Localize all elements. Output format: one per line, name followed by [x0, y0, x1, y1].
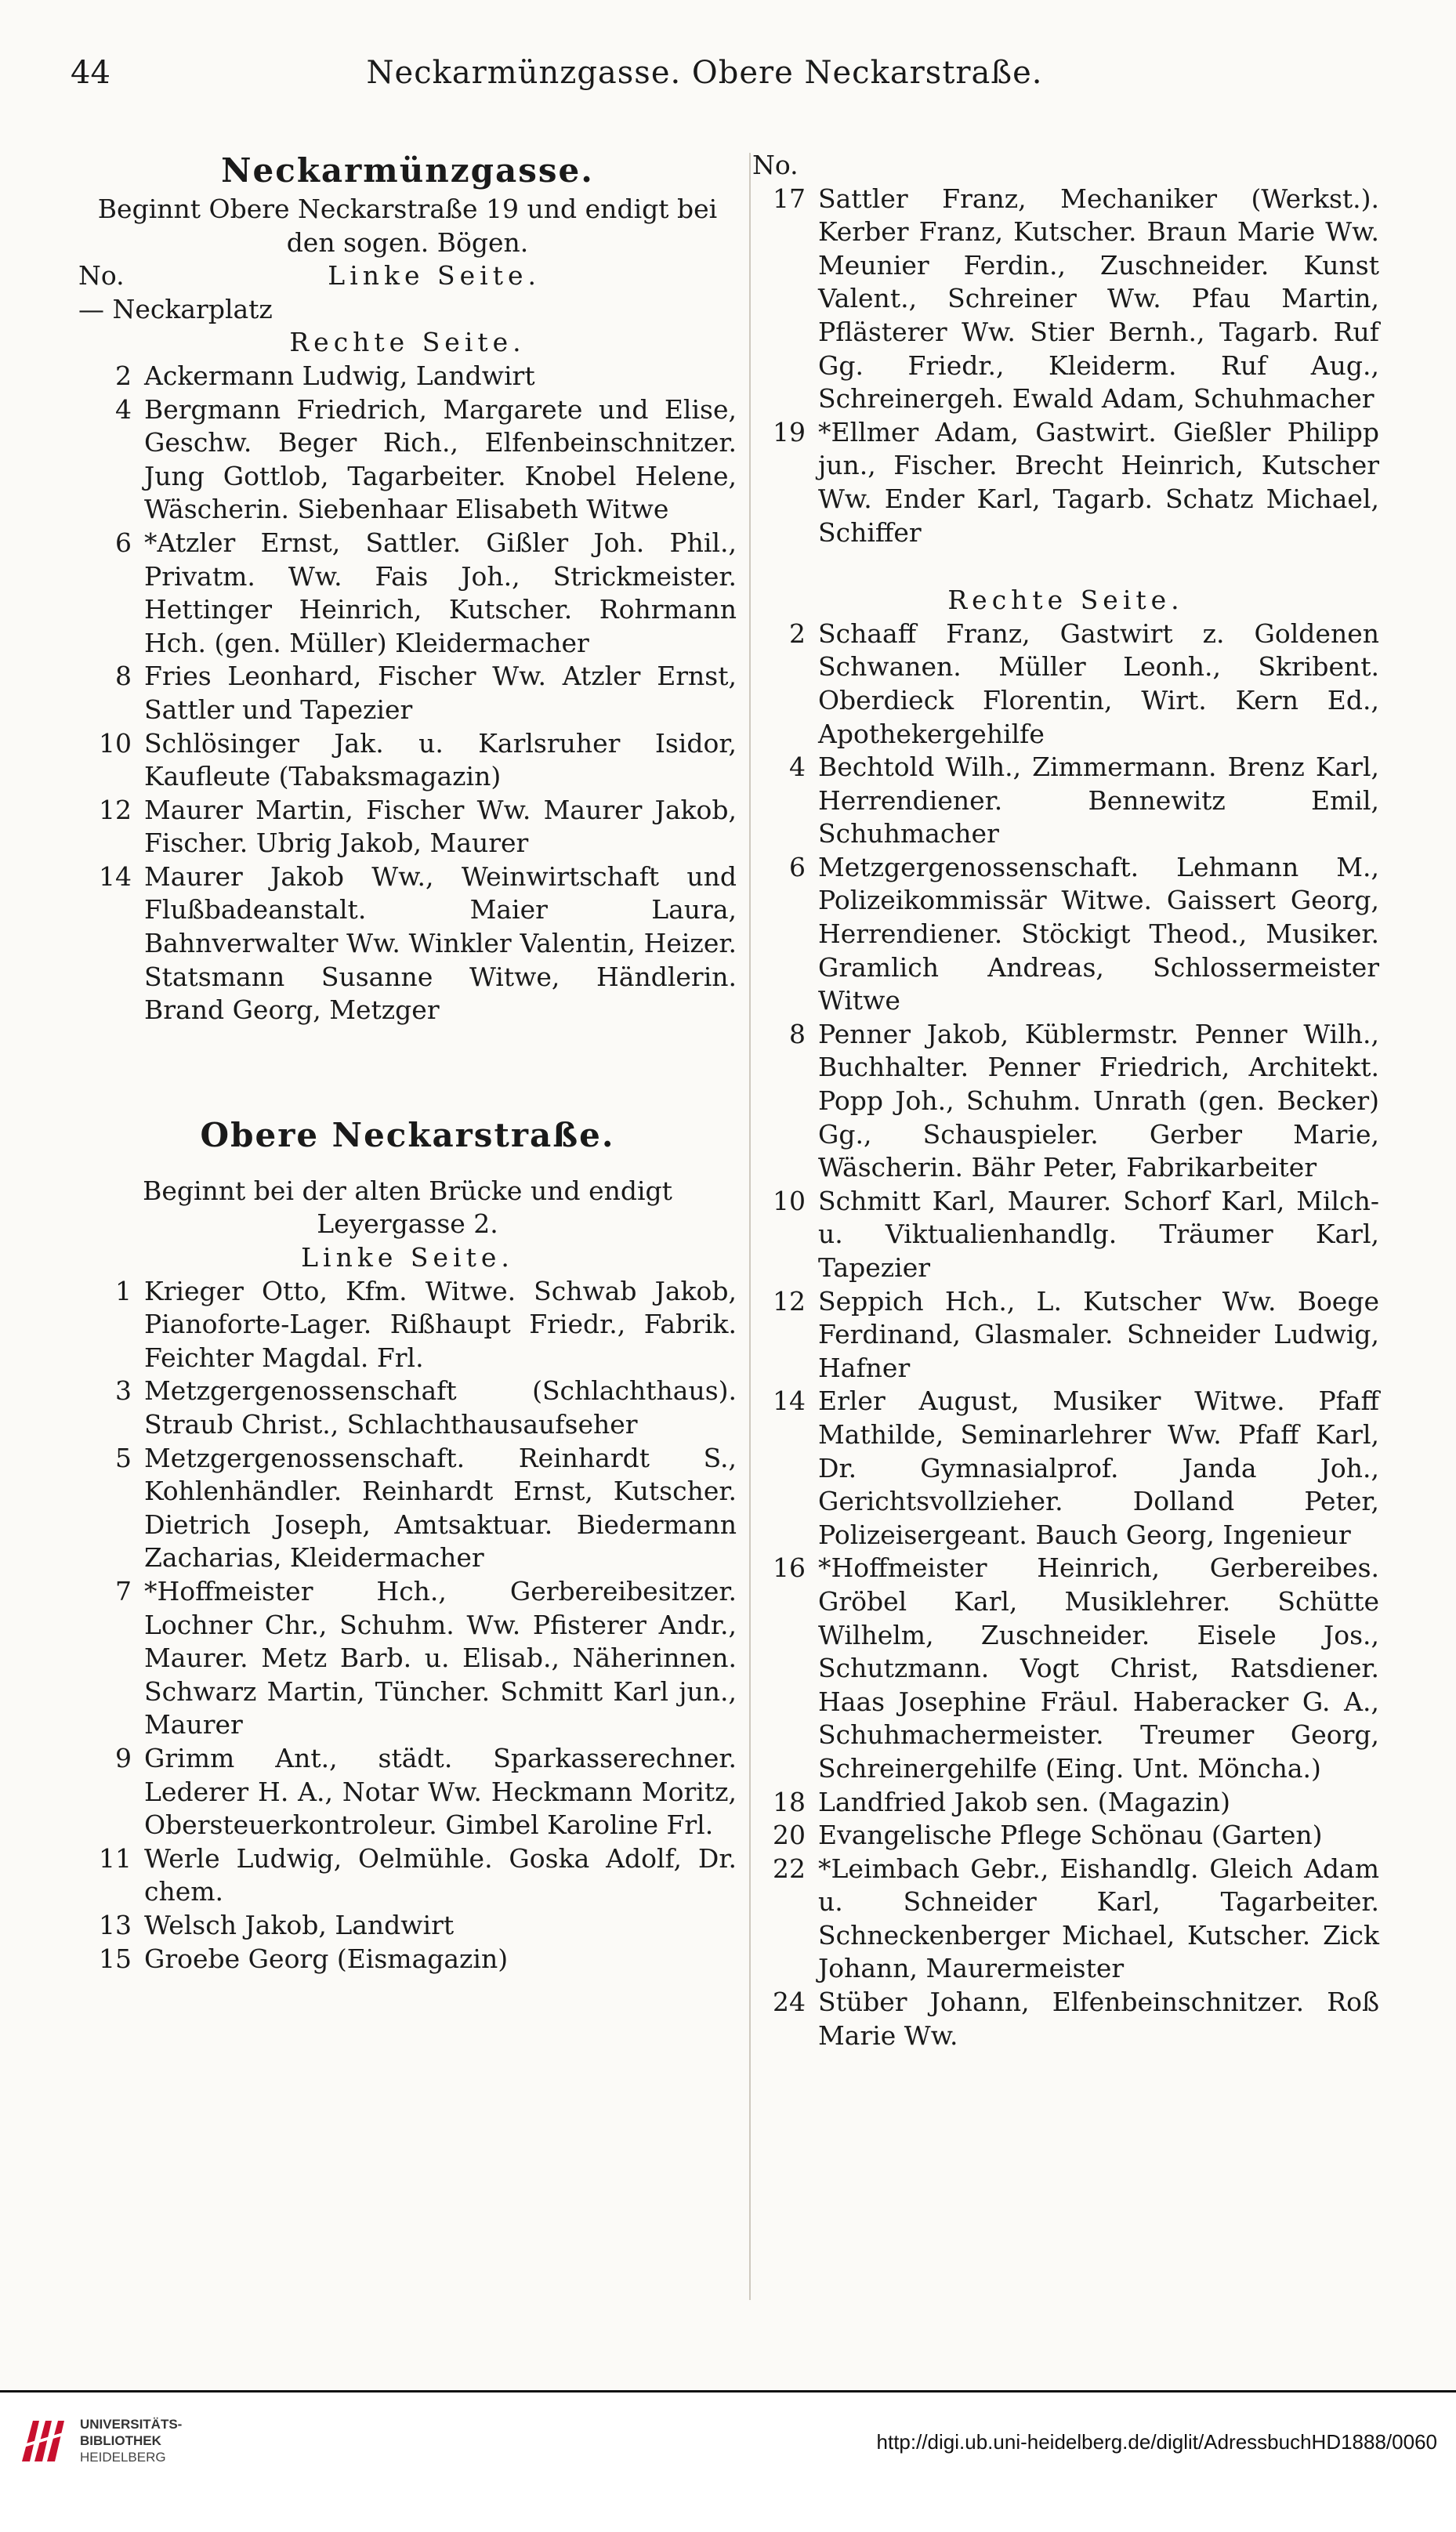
street-intro: Beginnt bei der alten Brücke und endigt Leyergasse 2. [143, 1175, 672, 1240]
address-entry [752, 1786, 1379, 1820]
resident-list: Bechtold Wilh., Zimmermann. Brenz Karl, Herrendiener. Bennewitz Emil, Schuhmacher [818, 752, 1379, 849]
entry-list [78, 360, 737, 1027]
house-number: 13 [99, 1909, 132, 1940]
resident-list: Penner Jakob, Küblermstr. Penner Wilh., Buchhalter. Penner Friedrich, Architekt. Popp Joh., Schuhm. Unrath (gen. Becker) Gg., Schauspieler. Gerber Marie, Wäscherin. Bähr Peter, Fabrikarbeiter [818, 1018, 1379, 1183]
house-number: 6 [115, 527, 132, 558]
resident-list: Ackermann Ludwig, Landwirt [144, 360, 535, 391]
house-number: 19 [773, 416, 806, 447]
address-entry [752, 1819, 1379, 1853]
house-number: 24 [773, 1987, 806, 2018]
resident-list: Schaaff Franz, Gastwirt z. Goldenen Schwanen. Müller Leonh., Skribent. Oberdieck Florentin, Wirt. Kern Ed., Apothekergehilfe [818, 618, 1379, 749]
address-entry [78, 360, 737, 393]
house-number: 14 [99, 860, 132, 892]
house-number: 10 [99, 727, 132, 759]
side-heading-right: Rechte Seite. [947, 585, 1184, 616]
house-number: 16 [773, 1552, 806, 1584]
entry-list [752, 183, 1379, 550]
house-number: 4 [789, 752, 806, 783]
address-entry [752, 1986, 1379, 2052]
address-entry [78, 727, 737, 794]
resident-list: Metzgergenossenschaft (Schlachthaus). Straub Christ., Schlachthausaufseher [144, 1375, 737, 1440]
resident-list: *Leimbach Gebr., Eishandlg. Gleich Adam u. Schneider Karl, Tagarbeiter. Schneckenberger Michael, Kutscher. Zick Johann, Maurermeister [818, 1853, 1379, 1984]
side-heading-left: Linke Seite. [301, 1242, 514, 1273]
resident-list: Maurer Jakob Ww., Weinwirtschaft und Flußbadeanstalt. Maier Laura, Bahnverwalter Ww. Winkler Valentin, Heizer. Statsmann Susanne Witwe, Händlerin. Brand Georg, Metzger [144, 860, 737, 1026]
address-entry [752, 618, 1379, 751]
entry-list [752, 618, 1379, 2053]
house-number: 8 [789, 1018, 806, 1049]
house-number: 2 [115, 360, 132, 391]
address-entry [78, 1909, 737, 1943]
house-number: 18 [773, 1786, 806, 1817]
address-entry [752, 1018, 1379, 1185]
resident-list: Grimm Ant., städt. Sparkasserechner. Lederer H. A., Notar Ww. Heckmann Moritz, Obersteuerkontroleur. Gimbel Karoline Frl. [144, 1742, 737, 1841]
resident-list: Krieger Otto, Kfm. Witwe. Schwab Jakob, Pianoforte-Lager. Rißhaupt Friedr., Fabrik. Feichter Magdal. Frl. [144, 1275, 737, 1373]
page-number: 44 [71, 55, 110, 91]
address-entry [78, 527, 737, 660]
address-entry [752, 851, 1379, 1018]
house-number: 7 [115, 1575, 132, 1606]
address-entry [752, 183, 1379, 416]
house-number: 5 [115, 1442, 132, 1473]
house-number: 10 [773, 1185, 806, 1216]
address-entry [78, 1442, 737, 1575]
house-number: 15 [99, 1943, 132, 1974]
resident-list: *Atzler Ernst, Sattler. Gißler Joh. Phil., Privatm. Ww. Fais Joh., Strickmeister. Hettinger Heinrich, Kutscher. Rohrmann Hch. (gen. Müller) Kleidermacher [144, 527, 737, 658]
resident-list: Evangelische Pflege Schönau (Garten) [818, 1820, 1323, 1851]
address-entry [78, 1842, 737, 1909]
resident-list: *Hoffmeister Heinrich, Gerbereibes. Gröbel Karl, Musiklehrer. Schütte Wilhelm, Zuschneider. Eisele Jos., Schutzmann. Vogt Christ, Ratsdiener. Haas Josephine Fräul. Haberacker G. A., Schuhmachermeister. Treumer Georg, Schreinergehilfe (Eing. Unt. Möncha.) [818, 1552, 1379, 1784]
resident-list: Fries Leonhard, Fischer Ww. Atzler Ernst, Sattler und Tapezier [144, 661, 737, 725]
page-header [71, 55, 1338, 102]
address-entry [752, 416, 1379, 549]
resident-list: Stüber Johann, Elfenbeinschnitzer. Roß Marie Ww. [818, 1987, 1379, 2051]
address-entry [78, 1742, 737, 1842]
running-title: Neckarmünzgasse. Obere Neckarstraße. [366, 55, 1043, 91]
resident-list: Groebe Georg (Eismagazin) [144, 1943, 509, 1974]
side-heading-left: Linke Seite. [328, 260, 541, 292]
house-number: 20 [773, 1820, 806, 1851]
digitization-footer [0, 2390, 1456, 2532]
resident-list: Werle Ludwig, Oelmühle. Goska Adolf, Dr. chem. [144, 1842, 737, 1907]
address-entry [78, 794, 737, 860]
address-entry [752, 1285, 1379, 1386]
address-entry [752, 1385, 1379, 1552]
address-entry [78, 860, 737, 1027]
address-entry [752, 1552, 1379, 1785]
resident-list: Bergmann Friedrich, Margarete und Elise, Geschw. Beger Rich., Elfenbeinschnitzer. Jung Gottlob, Tagarbeiter. Knobel Helene, Wäscherin. Siebenhaar Elisabeth Witwe [144, 393, 737, 525]
address-entry [78, 660, 737, 726]
address-entry [752, 751, 1379, 851]
column-heading-row [78, 259, 737, 293]
resident-list: *Ellmer Adam, Gastwirt. Gießler Philipp jun., Fischer. Brecht Heinrich, Kutscher Ww. Ender Karl, Tagarb. Schatz Michael, Schiffer [818, 416, 1379, 548]
right-column [752, 149, 1379, 2052]
number-label: No. [78, 260, 125, 292]
house-number: 3 [115, 1375, 132, 1407]
address-entry [752, 1185, 1379, 1285]
house-number: 12 [99, 794, 132, 825]
resident-list: Metzgergenossenschaft. Reinhardt S., Kohlenhändler. Reinhardt Ernst, Kutscher. Dietrich Joseph, Amtsaktuar. Biedermann Zacharias, Kleidermacher [144, 1442, 737, 1574]
resident-list: Schmitt Karl, Maurer. Schorf Karl, Milch- u. Viktualienhandlg. Träumer Karl, Tapezier [818, 1185, 1379, 1283]
resident-list: Landfried Jakob sen. (Magazin) [818, 1786, 1230, 1817]
resident-list: Sattler Franz, Mechaniker (Werkst.). Kerber Franz, Kutscher. Braun Marie Ww. Meunier Ferdin., Zuschneider. Kunst Valent., Schreiner Ww. Pfau Martin, Pflästerer Ww. Stier Bernh., Tagarb. Ruf Gg. Friedr., Kleiderm. Ruf Aug., Schreinergeh. Ewald Adam, Schuhmacher [818, 183, 1379, 415]
resident-list: Maurer Martin, Fischer Ww. Maurer Jakob, Fischer. Ubrig Jakob, Maurer [144, 794, 737, 859]
house-number: 8 [115, 661, 132, 692]
house-number: 12 [773, 1285, 806, 1317]
house-number: 1 [115, 1275, 132, 1306]
address-entry [78, 1575, 737, 1742]
resident-list: Erler August, Musiker Witwe. Pfaff Mathilde, Seminarlehrer Ww. Pfaff Karl, Dr. Gymnasialprof. Janda Joh., Gerichtsvollzieher. Dolland Peter, Polizeisergeant. Bauch Georg, Ingenieur [818, 1386, 1379, 1550]
address-entry [78, 1375, 737, 1441]
resident-list: Seppich Hch., L. Kutscher Ww. Boege Ferdinand, Glasmaler. Schneider Ludwig, Hafner [818, 1285, 1379, 1383]
address-entry [78, 1943, 737, 1976]
side-heading-right: Rechte Seite. [289, 327, 526, 358]
house-number: 17 [773, 183, 806, 214]
dash-entry: — Neckarplatz [78, 293, 273, 324]
resident-list: Schlösinger Jak. u. Karlsruher Isidor, Kaufleute (Tabaksmagazin) [144, 727, 737, 792]
address-entry [78, 1275, 737, 1375]
house-number: 2 [789, 618, 806, 649]
house-number: 6 [789, 851, 806, 882]
house-number: 9 [115, 1742, 132, 1773]
column-divider [749, 153, 751, 2300]
resident-list: *Hoffmeister Hch., Gerbereibesitzer. Lochner Chr., Schuhm. Ww. Pfisterer Andr., Maurer. Metz Barb. u. Elisab., Näherinnen. Schwarz Martin, Tüncher. Schmitt Karl jun., Maurer [144, 1575, 737, 1741]
resident-list: Metzgergenossenschaft. Lehmann M., Polizeikommissär Witwe. Gaissert Georg, Herrendiener. Stöckigt Theod., Musiker. Gramlich Andreas, Schlossermeister Witwe [818, 851, 1379, 1016]
left-column [78, 149, 737, 1976]
house-number: 14 [773, 1386, 806, 1417]
house-number: 22 [773, 1853, 806, 1884]
resident-list: Welsch Jakob, Landwirt [144, 1909, 455, 1940]
source-url-link[interactable]: http://digi.ub.uni-heidelberg.de/diglit/AdressbuchHD1888/0060 [876, 2430, 1437, 2454]
address-entry [752, 1853, 1379, 1986]
street-title-neckarmuenzgasse: Neckarmünzgasse. [221, 151, 594, 190]
street-title-obere-neckarstrasse: Obere Neckarstraße. [200, 1115, 615, 1154]
ub-heidelberg-logo-icon [17, 2414, 72, 2469]
address-entry [78, 393, 737, 527]
house-number: 11 [99, 1842, 132, 1874]
library-name: UNIVERSITÄTS- BIBLIOTHEK HEIDELBERG [80, 2417, 183, 2465]
street-intro: Beginnt Obere Neckarstraße 19 und endigt bei den sogen. Bögen. [97, 194, 718, 258]
number-label: No. [752, 150, 799, 180]
entry-list [78, 1275, 737, 1976]
house-number: 4 [115, 393, 132, 425]
